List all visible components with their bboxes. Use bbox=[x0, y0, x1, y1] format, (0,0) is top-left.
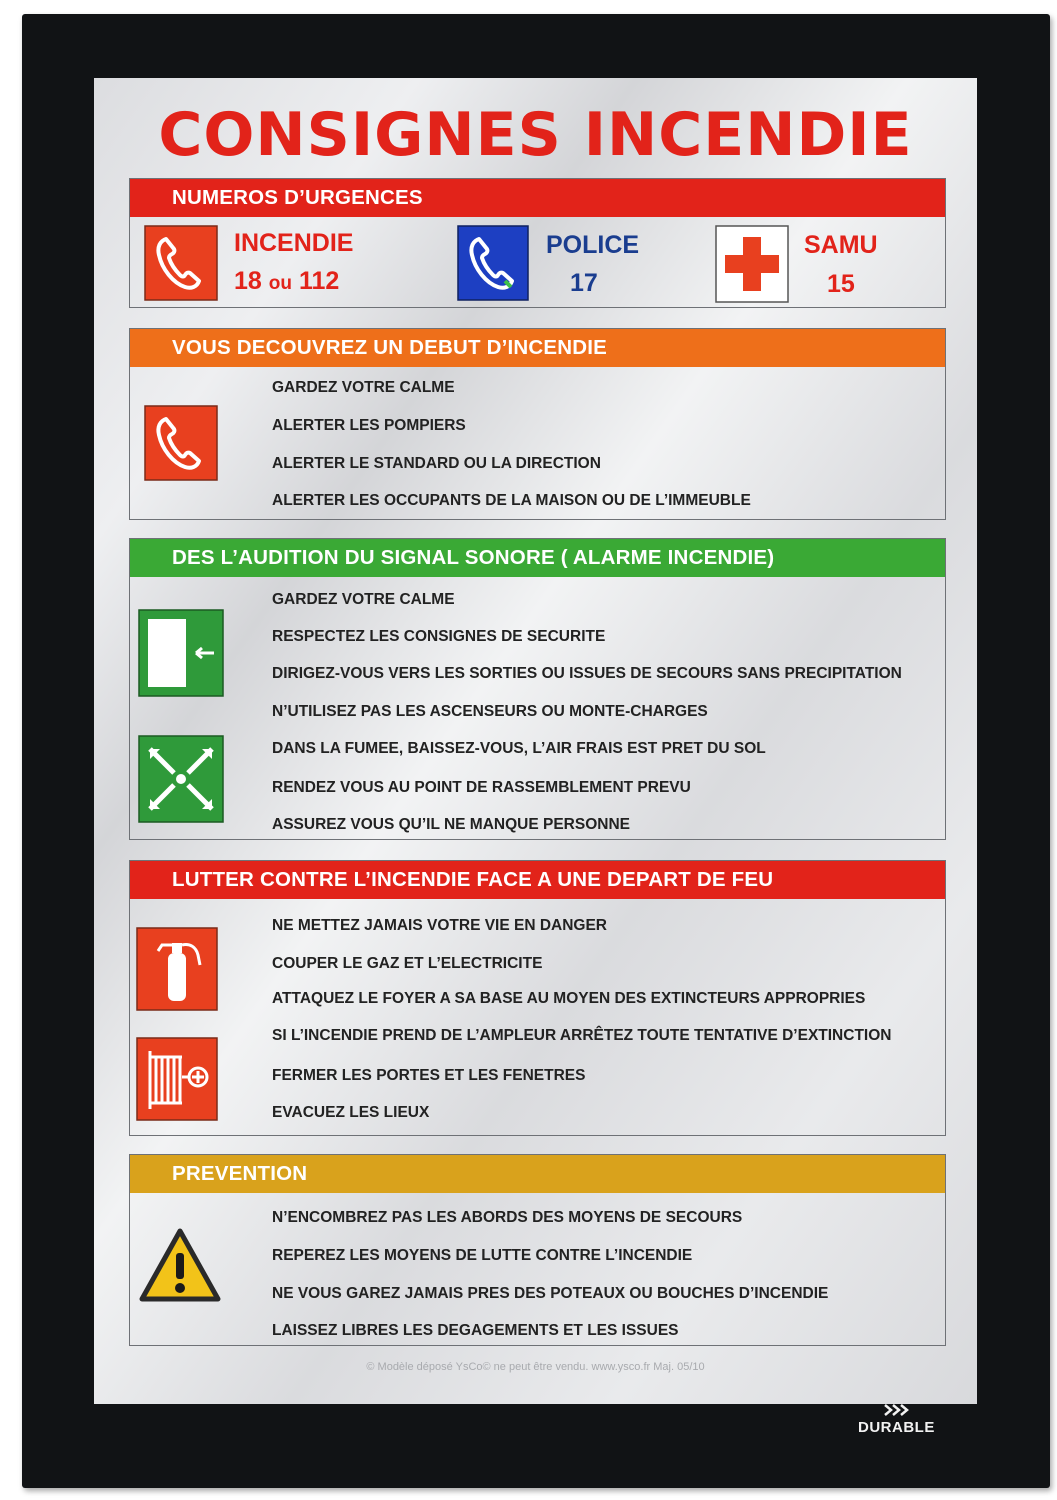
alarm-item: DIRIGEZ-VOUS VERS LES SORTIES OU ISSUES DE SECOURS SANS PRECIPITATION bbox=[272, 665, 902, 682]
poster-title: CONSIGNES INCENDIE bbox=[158, 100, 913, 170]
police-label: POLICE bbox=[546, 231, 640, 259]
brand-name: DURABLE bbox=[858, 1419, 935, 1436]
fight-fire-header: LUTTER CONTRE L’INCENDIE FACE A UNE DEPART DE FEU bbox=[130, 861, 945, 899]
incendie-number-sep: ou bbox=[268, 273, 292, 294]
fight-item: FERMER LES PORTES ET LES FENETRES bbox=[272, 1067, 586, 1084]
prevention-item: LAISSEZ LIBRES LES DEGAGEMENTS ET LES ISSUES bbox=[272, 1322, 679, 1339]
phone-icon bbox=[144, 405, 218, 481]
fire-hose-icon bbox=[136, 1037, 218, 1121]
incendie-number bbox=[234, 267, 339, 296]
fight-fire-section bbox=[129, 860, 946, 1136]
discover-item: GARDEZ VOTRE CALME bbox=[272, 379, 455, 396]
emergency-numbers-section bbox=[129, 178, 946, 308]
phone-icon bbox=[144, 225, 218, 301]
police-number: 17 bbox=[570, 269, 598, 297]
fight-item: EVACUEZ LES LIEUX bbox=[272, 1104, 430, 1121]
warning-icon bbox=[138, 1227, 222, 1305]
fight-item: ATTAQUEZ LE FOYER A SA BASE AU MOYEN DES EXTINCTEURS APPROPRIES bbox=[272, 990, 866, 1007]
samu-label: SAMU bbox=[804, 231, 878, 259]
alarm-item: RENDEZ VOUS AU POINT DE RASSEMBLEMENT PREVU bbox=[272, 779, 691, 796]
fight-item: NE METTEZ JAMAIS VOTRE VIE EN DANGER bbox=[272, 917, 608, 934]
prevention-item: NE VOUS GAREZ JAMAIS PRES DES POTEAUX OU BOUCHES D’INCENDIE bbox=[272, 1285, 829, 1302]
discover-fire-section bbox=[129, 328, 946, 520]
fire-safety-poster bbox=[94, 78, 977, 1404]
alarm-item: ASSUREZ VOUS QU’IL NE MANQUE PERSONNE bbox=[272, 816, 630, 833]
fire-extinguisher-icon bbox=[136, 927, 218, 1011]
discover-item: ALERTER LES POMPIERS bbox=[272, 417, 466, 434]
emergency-exit-icon bbox=[138, 609, 224, 697]
discover-item: ALERTER LES OCCUPANTS DE LA MAISON OU DE L’IMMEUBLE bbox=[272, 492, 751, 509]
prevention-header: PREVENTION bbox=[130, 1155, 945, 1193]
prevention-item: REPEREZ LES MOYENS DE LUTTE CONTRE L’INCENDIE bbox=[272, 1247, 693, 1264]
police-phone-icon bbox=[457, 225, 529, 301]
alarm-header: DES L’AUDITION DU SIGNAL SONORE ( ALARME INCENDIE) bbox=[130, 539, 945, 577]
copyright-footer: © Modèle déposé YsCo© ne peut être vendu. www.ysco.fr Maj. 05/10 bbox=[366, 1361, 705, 1373]
discover-item: ALERTER LE STANDARD OU LA DIRECTION bbox=[272, 455, 601, 472]
incendie-label: INCENDIE bbox=[234, 229, 354, 257]
prevention-item: N’ENCOMBREZ PAS LES ABORDS DES MOYENS DE SECOURS bbox=[272, 1209, 743, 1226]
alarm-section bbox=[129, 538, 946, 840]
fight-item: SI L’INCENDIE PREND DE L’AMPLEUR ARRÊTEZ TOUTE TENTATIVE D’EXTINCTION bbox=[272, 1027, 892, 1044]
incendie-number-18: 18 bbox=[234, 267, 262, 295]
emergency-numbers-header: NUMEROS D’URGENCES bbox=[130, 179, 945, 217]
alarm-item: RESPECTEZ LES CONSIGNES DE SECURITE bbox=[272, 628, 606, 645]
durable-logo bbox=[858, 1403, 935, 1436]
durable-chevron-icon bbox=[883, 1403, 909, 1417]
assembly-point-icon bbox=[138, 735, 224, 823]
alarm-item: N’UTILISEZ PAS LES ASCENSEURS OU MONTE-CHARGES bbox=[272, 703, 708, 720]
prevention-section bbox=[129, 1154, 946, 1346]
red-cross-icon bbox=[715, 225, 789, 303]
samu-number: 15 bbox=[827, 270, 855, 298]
incendie-number-112: 112 bbox=[298, 267, 340, 295]
discover-fire-header: VOUS DECOUVREZ UN DEBUT D’INCENDIE bbox=[130, 329, 945, 367]
fight-item: COUPER LE GAZ ET L’ELECTRICITE bbox=[272, 955, 543, 972]
alarm-item: DANS LA FUMEE, BAISSEZ-VOUS, L’AIR FRAIS EST PRET DU SOL bbox=[272, 740, 766, 757]
alarm-item: GARDEZ VOTRE CALME bbox=[272, 591, 455, 608]
